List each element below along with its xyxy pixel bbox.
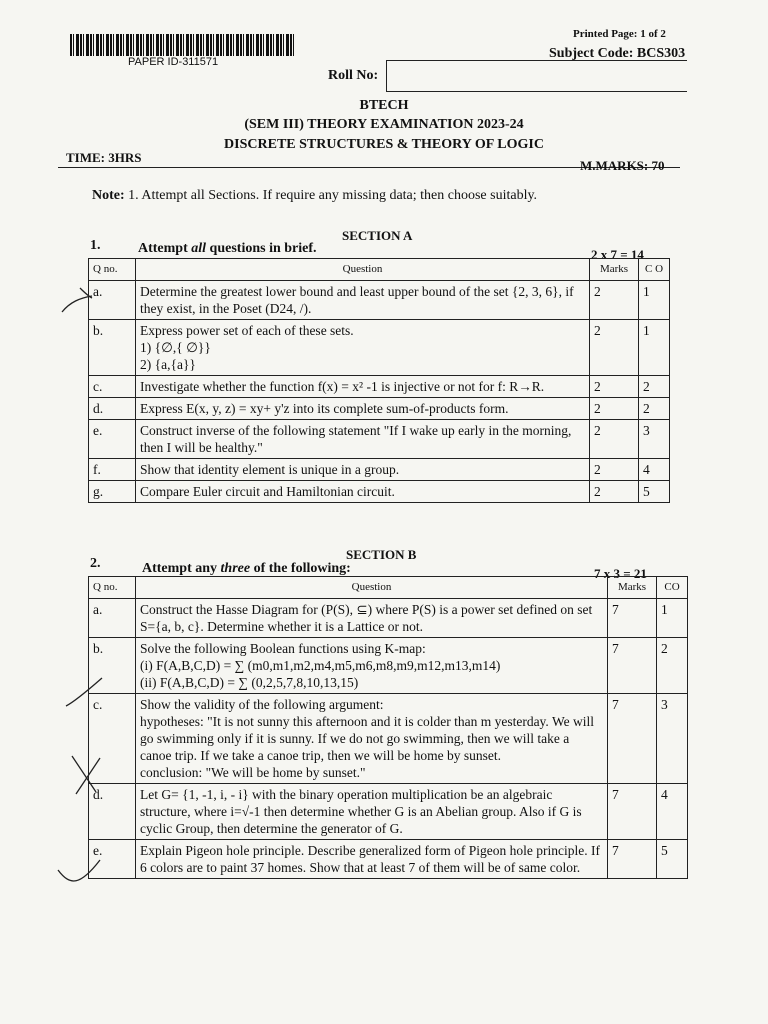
question-id: f.	[89, 459, 136, 481]
note-label: Note:	[92, 188, 125, 203]
section-a-row-f	[89, 459, 670, 481]
question-id: a.	[89, 599, 136, 638]
section-a-instruction: Attempt all questions in brief.	[138, 241, 317, 256]
pen-mark-b	[60, 672, 110, 712]
section-b-instruction: Attempt any three of the following:	[142, 561, 351, 576]
section-a-marks: 2 x 7 = 14	[591, 247, 644, 262]
barcode	[70, 34, 294, 56]
question-id: b.	[89, 638, 136, 694]
roll-no-label: Roll No:	[328, 68, 379, 83]
question-id: a.	[89, 281, 136, 320]
section-b-row-a	[89, 599, 688, 638]
pen-mark-a	[40, 280, 100, 320]
roll-no-box	[386, 60, 687, 92]
section-a-row-d	[89, 398, 670, 420]
question-marks: 2	[590, 376, 639, 398]
question-co: 1	[639, 320, 670, 376]
question-id: d.	[89, 784, 136, 840]
question-co: 4	[657, 784, 688, 840]
section-b-table	[88, 576, 688, 879]
question-text: Let G= {1, -1, i, - i} with the binary operation multiplication be an algebraic structure, where i=√-1 then determine whether G is an Abelian group. Also if G is cyclic Group, then determine the generator of G.	[136, 784, 608, 840]
question-co: 5	[639, 481, 670, 503]
note	[92, 188, 537, 204]
question-id: g.	[89, 481, 136, 503]
note-text: 1. Attempt all Sections. If require any missing data; then choose suitably.	[128, 188, 538, 203]
printed-page: Printed Page: 1 of 2	[573, 28, 666, 40]
subject-code: Subject Code: BCS303	[549, 46, 686, 61]
section-b-row-c	[89, 694, 688, 784]
question-text: Construct inverse of the following statement "If I wake up early in the morning, then I will be healthy."	[136, 420, 590, 459]
section-b-row-d	[89, 784, 688, 840]
section-a-row-b	[89, 320, 670, 376]
section-a-heading: SECTION A	[342, 228, 413, 243]
time-label: TIME: 3HRS	[66, 150, 142, 165]
question-marks: 2	[590, 420, 639, 459]
question-co: 2	[639, 398, 670, 420]
question-co: 4	[639, 459, 670, 481]
question-co: 2	[657, 638, 688, 694]
question-text: Investigate whether the function f(x) = x² -1 is injective or not for f: R→R.	[136, 376, 590, 398]
question-text: Express power set of each of these sets. 1) {∅,{ ∅}} 2) {a,{a}}	[136, 320, 590, 376]
question-co: 5	[657, 840, 688, 879]
question-co: 2	[639, 376, 670, 398]
title-line2: (SEM III) THEORY EXAMINATION 2023-24	[244, 117, 524, 132]
section-a-row-c	[89, 376, 670, 398]
question-co: 1	[657, 599, 688, 638]
section-b-row-e	[89, 840, 688, 879]
question-marks: 2	[590, 481, 639, 503]
question-marks: 7	[608, 784, 657, 840]
section-b-number: 2.	[90, 556, 101, 571]
col-question: Question	[136, 577, 608, 599]
question-id: c.	[89, 376, 136, 398]
pen-mark-d	[52, 852, 112, 896]
title-line3: DISCRETE STRUCTURES & THEORY OF LOGIC	[224, 137, 544, 152]
question-id: e.	[89, 420, 136, 459]
question-marks: 2	[590, 281, 639, 320]
question-text: Solve the following Boolean functions using K-map: (i) F(A,B,C,D) = ∑ (m0,m1,m2,m4,m5,m6,m8,m9,m12,m13,m14) (ii) F(A,B,C,D) = ∑ (0,2,5,7,8,10,13,15)	[136, 638, 608, 694]
question-marks: 2	[590, 320, 639, 376]
question-marks: 7	[608, 840, 657, 879]
section-a-table	[88, 258, 670, 503]
question-id: b.	[89, 320, 136, 376]
paper-id: PAPER ID-311571	[128, 56, 219, 68]
question-co: 3	[657, 694, 688, 784]
question-id: d.	[89, 398, 136, 420]
col-marks: Marks	[608, 577, 657, 599]
section-a-number: 1.	[90, 238, 101, 253]
question-marks: 7	[608, 599, 657, 638]
question-co: 3	[639, 420, 670, 459]
question-text: Express E(x, y, z) = xy+ y'z into its complete sum-of-products form.	[136, 398, 590, 420]
section-b-marks: 7 x 3 = 21	[594, 566, 647, 581]
question-id: c.	[89, 694, 136, 784]
question-text: Determine the greatest lower bound and least upper bound of the set {2, 3, 6}, if they exist, in the Poset (D24, /).	[136, 281, 590, 320]
section-a-row-a	[89, 281, 670, 320]
question-co: 1	[639, 281, 670, 320]
question-marks: 2	[590, 398, 639, 420]
question-text: Show the validity of the following argument: hypotheses: "It is not sunny this afternoon and it is colder than m yesterday. We will go swimming only if it is sunny. If we do not go swimming, then we will take a canoe trip. If we take a canoe trip, then we will be home by sunset. conclusion: "We will be home by sunset."	[136, 694, 608, 784]
question-marks: 7	[608, 638, 657, 694]
question-marks: 7	[608, 694, 657, 784]
pen-mark-c	[62, 748, 112, 800]
question-text: Explain Pigeon hole principle. Describe generalized form of Pigeon hole principle. If 6 colors are to paint 37 homes. Show that at least 7 of them will be of same color.	[136, 840, 608, 879]
title-line1: BTECH	[359, 98, 409, 113]
question-text: Compare Euler circuit and Hamiltonian circuit.	[136, 481, 590, 503]
col-q-no: Q no.	[89, 259, 136, 281]
section-a-row-g	[89, 481, 670, 503]
section-b-row-b	[89, 638, 688, 694]
section-a-row-e	[89, 420, 670, 459]
col-question: Question	[136, 259, 590, 281]
max-marks: M.MARKS: 70	[580, 158, 665, 173]
question-marks: 2	[590, 459, 639, 481]
col-marks: Marks	[590, 259, 639, 281]
question-text: Show that identity element is unique in a group.	[136, 459, 590, 481]
question-id: e.	[89, 840, 136, 879]
col-co: C O	[639, 259, 670, 281]
question-text: Construct the Hasse Diagram for (P(S), ⊆) where P(S) is a power set defined on set S={a, b, c}. Determine whether it is a Lattice or not.	[136, 599, 608, 638]
col-co: CO	[657, 577, 688, 599]
col-q-no: Q no.	[89, 577, 136, 599]
section-b-heading: SECTION B	[346, 547, 417, 562]
